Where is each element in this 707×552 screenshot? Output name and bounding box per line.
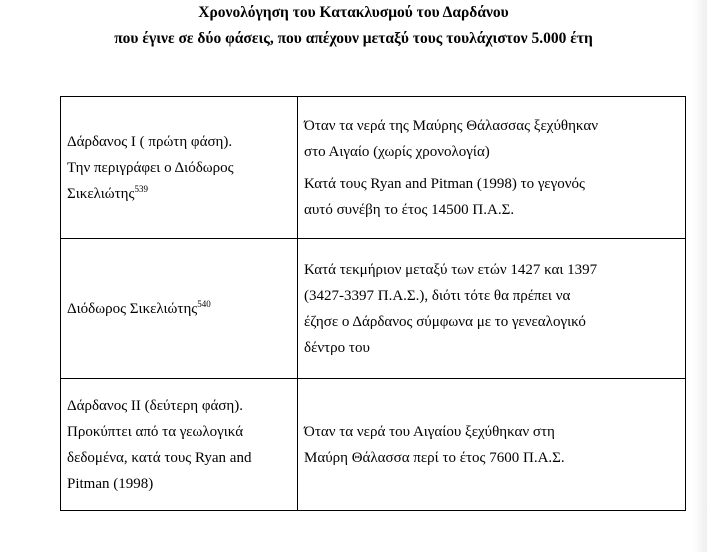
cell-text: Δάρδανος ΙΙ (δεύτερη φάση). [67, 397, 244, 414]
table-cell-description [298, 239, 686, 379]
cell-text: Κατά τους Ryan and Pitman (1998) το γεγονός [304, 175, 585, 192]
cell-text: Όταν τα νερά του Αιγαίου ξεχύθηκαν στη [304, 423, 555, 440]
cell-text: δεδομένα, κατά τους Ryan and [67, 449, 252, 466]
table-cell-description [298, 379, 686, 511]
table-cell-phase [61, 97, 298, 239]
cell-text: Pitman (1998) [67, 475, 154, 492]
cell-text: δέντρο του [304, 339, 370, 356]
cell-text: Κατά τεκμήριον μεταξύ των ετών 1427 και 1397 [304, 261, 598, 278]
table-row [61, 239, 686, 379]
cell-text: στο Αιγαίο (χωρίς χρονολογία) [304, 143, 490, 160]
cell-text: Δάρδανος Ι ( πρώτη φάση). [67, 133, 233, 150]
cell-text: (3427-3397 Π.Α.Σ.), διότι τότε θα πρέπει να [304, 287, 571, 304]
cell-text: Την περιγράφει ο Διόδωρος [67, 159, 234, 176]
table-cell-phase [61, 379, 298, 511]
footnote-ref[interactable]: 539 [134, 183, 148, 194]
document-title: Χρονολόγηση του Κατακλυσμού του Δαρδάνου [198, 4, 509, 21]
chronology-table [60, 96, 686, 511]
page-edge-shadow [693, 0, 707, 552]
cell-text: Προκύπτει από τα γεωλογικά [67, 423, 244, 440]
cell-text: Σικελιώτης [67, 185, 135, 202]
table-cell-description [298, 97, 686, 239]
table-row [61, 97, 686, 239]
cell-text: Μαύρη Θάλασσα περί το έτος 7600 Π.Α.Σ. [304, 449, 565, 466]
cell-text: Διόδωρος Σικελιώτης [67, 300, 198, 317]
cell-text: Όταν τα νερά της Μαύρης Θάλασσας ξεχύθηκαν [304, 117, 598, 134]
table-row [61, 379, 686, 511]
cell-text: αυτό συνέβη το έτος 14500 Π.Α.Σ. [304, 201, 515, 218]
document-subtitle: που έγινε σε δύο φάσεις, που απέχουν μεταξύ τους τουλάχιστον 5.000 έτη [114, 30, 593, 47]
cell-text: έζησε ο Δάρδανος σύμφωνα με το γενεαλογικό [304, 313, 586, 330]
table-cell-phase [61, 239, 298, 379]
footnote-ref[interactable]: 540 [197, 298, 211, 309]
